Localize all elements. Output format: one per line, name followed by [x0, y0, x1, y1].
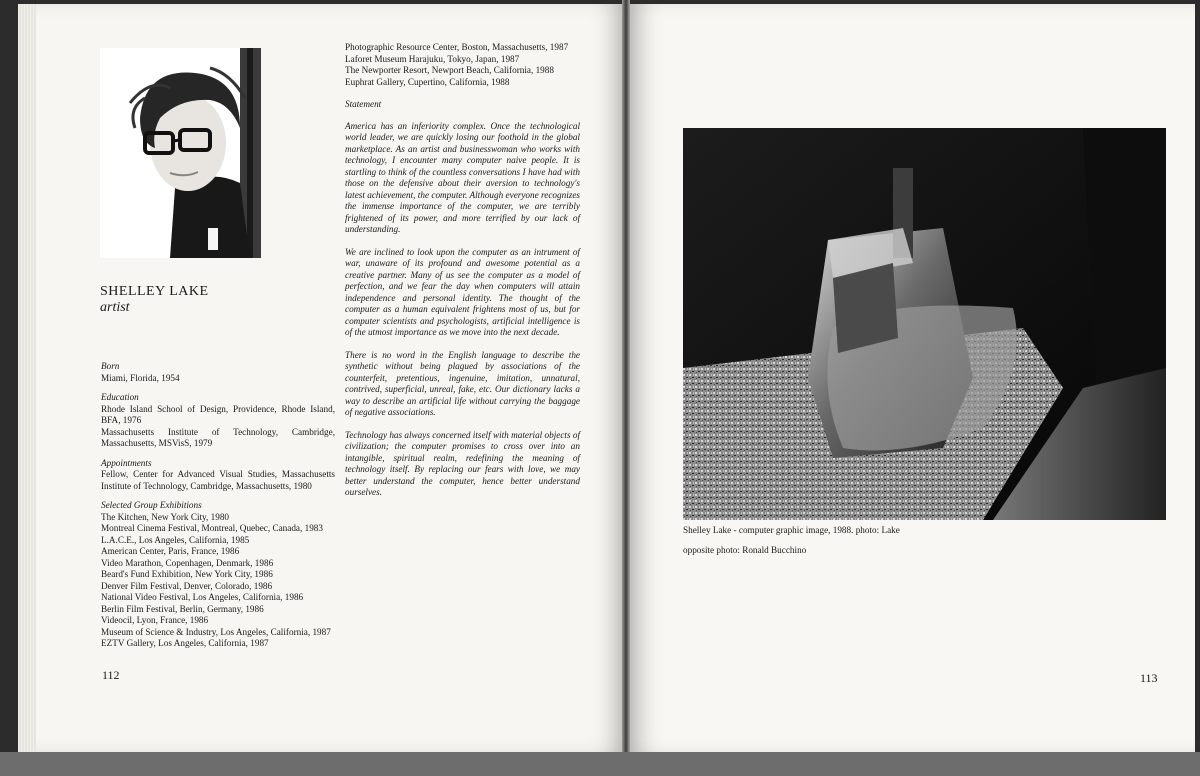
opposite-photo-credit: opposite photo: Ronald Bucchino [683, 545, 807, 555]
exhibition-item: Video Marathon, Copenhagen, Denmark, 1986 [101, 557, 274, 568]
appointments-line: Fellow, Center for Advanced Visual Studies, Massachusetts Institute of Technology, Cambridge, Massachusetts, 1980 [101, 469, 335, 491]
education-heading: Education [101, 392, 139, 402]
exhibition-item: EZTV Gallery, Los Angeles, California, 1987 [101, 638, 269, 648]
exhibition-item: L.A.C.E., Los Angeles, California, 1985 [101, 534, 250, 545]
page-number-right: 113 [1140, 671, 1158, 685]
statement-paragraph: There is no word in the English language to describe the synthetic without being plagued by associations of the counterfeit, pretentious, ingenuine, imitation, unnatural, contrived, superficial, unreal, fake, etc. Our dictionary lacks a way to describe an artificial life without carrying the baggage of negative associations. [345, 349, 580, 417]
exhibition-item: Beard's Fund Exhibition, New York City, 1986 [101, 569, 273, 579]
artist-portrait-photo [100, 48, 261, 258]
exhibition-item: Laforet Museum Harajuku, Tokyo, Japan, 1987 [345, 53, 520, 64]
exhibition-item: Videocil, Lyon, France, 1986 [101, 615, 209, 625]
education-line: Massachusetts Institute of Technology, Cambridge, Massachusetts, MSVisS, 1979 [101, 426, 335, 448]
exhibition-item: Museum of Science & Industry, Los Angeles, California, 1987 [101, 626, 331, 637]
exhibition-item: National Video Festival, Los Angeles, California, 1986 [101, 592, 304, 602]
exhibition-item: Montreal Cinema Festival, Montreal, Quebec, Canada, 1983 [101, 523, 323, 533]
statement-paragraph: America has an inferiority complex. Once the technological world leader, we are quickly losing our foothold in the global marketplace. As an artist and businesswoman who works with technology, I encounter many computer naive people. It is startling to think of the countless conversations I have had with those on the defensive about their aversion to technology's latest achievement, the computer. Although everyone recognizes the immense importance of the computer, we are terribly frightened of its power, and more terrified by our lack of understanding. [345, 120, 580, 234]
born-line: Miami, Florida, 1954 [101, 372, 180, 383]
image-caption: Shelley Lake - computer graphic image, 1988. photo: Lake [683, 525, 900, 535]
exhibition-item: The Newporter Resort, Newport Beach, California, 1988 [345, 65, 554, 75]
artist-role: artist [100, 300, 130, 315]
table-surface [0, 752, 1200, 776]
exhibitions-heading: Selected Group Exhibitions [101, 500, 202, 510]
page-number-left: 112 [102, 668, 120, 682]
statement-heading: Statement [345, 99, 382, 109]
statement-paragraph: Technology has always concerned itself with material objects of civilization; the computer promises to cross over into an intangible, spiritual realm, redefining the meaning of technology itself. By replacing our fears with love, we may better understand the computer, hence better understand ourselves. [345, 429, 580, 497]
artist-name: SHELLEY LAKE [100, 284, 209, 299]
exhibition-item: Denver Film Festival, Denver, Colorado, 1986 [101, 580, 273, 591]
biography-column [101, 361, 335, 650]
exhibition-item: The Kitchen, New York City, 1980 [101, 511, 230, 522]
appointments-heading: Appointments [101, 457, 152, 468]
exhibition-item: Berlin Film Festival, Berlin, Germany, 1986 [101, 603, 264, 614]
exhibition-item: American Center, Paris, France, 1986 [101, 546, 240, 556]
education-line: Rhode Island School of Design, Providence, Rhode Island, BFA, 1976 [101, 403, 335, 425]
statement-column [345, 42, 580, 510]
exhibition-item: Euphrat Gallery, Cupertino, California, 1988 [345, 76, 510, 87]
computer-graphic-image [683, 128, 1166, 520]
exhibition-item: Photographic Resource Center, Boston, Massachusetts, 1987 [345, 42, 569, 52]
statement-paragraph: We are inclined to look upon the computer as an intrument of war, unaware of its profound and awesome potential as a creative partner. Many of us see the computer as a model of perfection, and we fear the day when computers will attain independence and personal identity. The thought of the computer as a human equivalent frightens most of us, but for computer scientists and psychologists, artificial intelligence is of the utmost importance as we move into the next decade. [345, 246, 580, 337]
book-gutter [622, 0, 630, 760]
born-heading: Born [101, 361, 120, 371]
